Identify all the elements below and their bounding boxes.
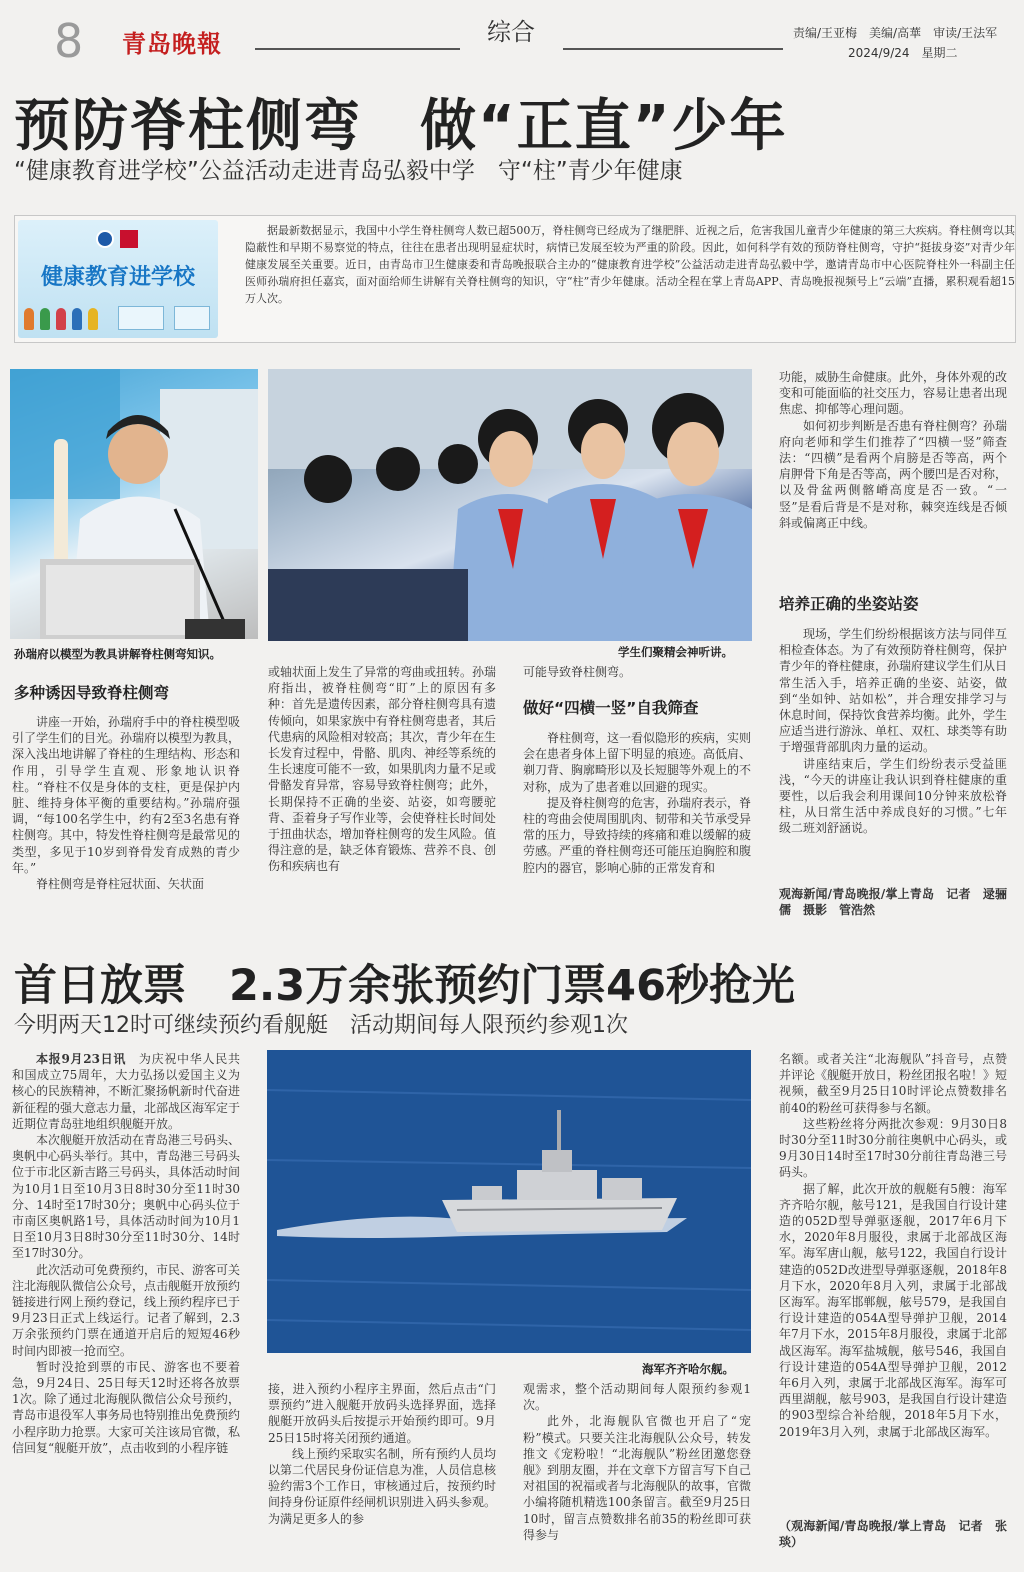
header-rule-right [563, 48, 783, 50]
article1-column-3 [523, 730, 751, 920]
paragraph: 本次舰艇开放活动在青岛港三号码头、奥帆中心码头举行。其中，青岛港三号码头位于市北区新吉路三号码头，具体活动时间为10月1日至10月3日8时30分至11时30分、14时至17时30分；奥帆中心码头位于市南区奥帆路1号，具体活动时间为10月1日至10月3日8时30分至11时30分、14时至17时30分。 [12, 1133, 240, 1261]
badge-icon [120, 230, 138, 248]
paragraph: 暂时没抢到票的市民、游客也不要着急，9月24日、25日每天12时还将各放票1次。除了通过北海舰队微信公众号预约，青岛市退役军人事务局也特别推出免费预约小程序助力抢票。大家可关注该局官微，私信回复“舰艇开放”，点击收到的小程序链 [12, 1359, 240, 1455]
photo-students-illustration [268, 369, 752, 641]
paragraph: 线上预约采取实名制，所有预约人员均以第二代居民身份证信息为准，人员信息核验约需3个工作日，审核通过后，按预约时间持身份证原件经闸机识别进入码头参观。为满足更多人的参 [268, 1446, 496, 1526]
paragraph: 讲座一开始，孙瑞府手中的脊柱模型吸引了学生们的目光。孙瑞府以模型为教具，深入浅出地讲解了脊柱的生理结构、形态和作用，引导学生直观、形象地认识脊柱。“脊柱不仅是身体的支柱，更是保护内脏、维持身体平衡的重要结构。”孙瑞府强调，“每100名学生中，约有2至3名患有脊柱侧弯。其中，特发性脊柱侧弯是最常见的类型，多见于10岁到脊骨发育成熟的青少年。” [12, 715, 240, 875]
intro-text: 据最新数据显示，我国中小学生脊柱侧弯人数已超500万，脊柱侧弯已经成为了继肥胖、近视之后，危害我国儿童青少年健康的第三大疾病。脊柱侧弯以其隐蔽性和早期不易察觉的特点，往往在患者出现明显症状时，病情已发展至较为严重的阶段。因此，如何科学有效的预防脊柱侧弯，守护“挺拔身姿”对青少年健康发展至关重要。近日，由青岛市卫生健康委和青岛晚报联合主办的“健康教育进学校”公益活动走进青岛弘毅中学，邀请青岛市中心医院脊柱外一科副主任医师孙瑞府担任嘉宾，面对面给师生讲解有关脊柱侧弯的知识，守“柱”青少年健康。活动全程在掌上青岛APP、青岛晚报视频号上“云端”直播，累积观看超15万人次。 [245, 224, 1015, 305]
photo-students-listening [268, 369, 752, 641]
photo-caption-ship: 海军齐齐哈尔舰。 [642, 1362, 734, 1376]
photo-destroyer-qiqihar [267, 1050, 751, 1353]
article1-column-4b [779, 626, 1007, 886]
page-number: 8 [54, 14, 84, 68]
sponsor-mark [118, 306, 164, 330]
paragraph: 功能，威胁生命健康。此外，身体外观的改变和可能面临的社交压力，容易让患者出现焦虑、抑郁等心理问题。 [779, 370, 1007, 417]
child-figure-icon [88, 308, 98, 330]
article1-column-3-continued [523, 664, 751, 684]
paragraph: 名额。或者关注“北海舰队”抖音号，点赞并评论《舰艇开放日，粉丝团报名啦！》短视频，截至9月25日10时评论点赞数排名前40的粉丝可获得参与名额。 [779, 1052, 1007, 1115]
paragraph: 提及脊柱侧弯的危害，孙瑞府表示，脊柱的弯曲会使周围肌肉、韧带和关节承受异常的压力，导致持续的疼痛和难以缓解的疲劳感。严重的脊柱侧弯还可能压迫胸腔和腹腔内的器官，影响心肺的正常发育和 [523, 795, 751, 875]
child-figure-icon [72, 308, 82, 330]
photo-lecturer-illustration [10, 369, 258, 639]
article2-subheadline: 今明两天12时可继续预约看舰艇 活动期间每人限预约参观1次 [14, 1013, 628, 1038]
article2-column-3 [523, 1381, 751, 1561]
paragraph: 如何初步判断是否患有脊柱侧弯？孙瑞府向老师和学生们推荐了“四横一竖”筛查法：“四横”是看两个肩膀是否等高，两个肩胛骨下角是否等高，两个腰凹是否对称，以及骨盆两侧髂嵴高度是否一致。“一竖”是看后背是不是对称，棘突连线是否倾斜或偏离正中线。 [779, 418, 1007, 530]
section-label: 综合 [487, 18, 535, 46]
article1-byline: 观海新闻/青岛晚报/掌上青岛 记者 逯骊儒 摄影 管浩然 [779, 887, 1007, 918]
paragraph: 讲座结束后，学生们纷纷表示受益匪浅，“今天的讲座让我认识到脊柱健康的重要性，以后我会利用课间10分钟来放松脊柱，从日常生活中养成良好的习惯。”七年级二班刘舒涵说。 [779, 756, 1007, 836]
masthead-logo: 青岛晚報 [122, 29, 222, 58]
paragraph: 此外，北海舰队官微也开启了“宠粉”模式。只要关注北海舰队公众号，转发推文《宠粉啦！“北海舰队”粉丝团邀您登舰》到朋友圈，并在文章下方留言写下自己对祖国的祝福或者与北海舰队的故事，官微小编将随机精选100条留言。截至9月25日10时，留言点赞数排名前35的粉丝即可获得参与 [523, 1414, 751, 1542]
child-figure-icon [40, 308, 50, 330]
campaign-logo-title: 健康教育进学校 [40, 265, 195, 290]
emblem-icon [96, 230, 114, 248]
paragraph: 此次活动可免费预约，市民、游客可关注北海舰队微信公众号，点击舰艇开放预约链接进行网上预约登记，线上预约程序已于9月23日正式上线运行。记者了解到，2.3万余张预约门票在通道开启后的短短46秒时间内即被一抢而空。 [12, 1262, 240, 1358]
photo-caption-lecturer: 孙瑞府以模型为教具讲解脊柱侧弯知识。 [14, 647, 221, 661]
article2-column-1 [12, 1051, 240, 1561]
article1-subheadline: “健康教育进学校”公益活动走进青岛弘毅中学 守“柱”青少年健康 [14, 158, 683, 184]
header-rule-left [255, 48, 460, 50]
issue-date: 2024/9/24 星期二 [848, 46, 958, 60]
campaign-logo-panel [18, 220, 218, 338]
section-heading: 多种诱因导致脊柱侧弯 [14, 684, 170, 702]
sponsor-mark [174, 306, 210, 330]
photo-caption-students: 学生们聚精会神听讲。 [618, 645, 733, 659]
article1-column-4 [779, 369, 1007, 577]
paragraph: 现场，学生们纷纷根据该方法与同伴互相检查体态。为了有效预防脊柱侧弯，保护青少年的脊柱健康，孙瑞府建议学生们从日常生活入手，培养正确的坐姿、站姿，做到“坐如钟、站如松”，并合理安排学习与休息时间，保持饮食营养均衡。此外，学生应适当进行游泳、单杠、双杠、球类等有助于增强背部肌肉力量的运动。 [779, 627, 1007, 755]
photo-lecturer-with-spine-model [10, 369, 258, 639]
article2-headline: 首日放票 2.3万余张预约门票46秒抢光 [14, 961, 796, 1011]
article1-headline: 预防脊柱侧弯 做“正直”少年 [14, 94, 788, 159]
article2-column-4 [779, 1051, 1007, 1515]
paragraph: 观需求，整个活动期间每人限预约参观1次。 [523, 1382, 751, 1413]
paragraph: 这些粉丝将分两批次参观：9月30日8时30分至11时30分前往奥帆中心码头，或9月30日14时至17时30分前往青岛港三号码头。 [779, 1116, 1007, 1180]
section-heading: 培养正确的坐姿站姿 [779, 595, 919, 613]
article2-column-2 [268, 1381, 496, 1561]
editor-credits: 责编/王亚梅 美编/高華 审读/王法军 [793, 26, 998, 40]
paragraph: 据了解，此次开放的舰艇有5艘：海军齐齐哈尔舰，舷号121，是我国自行设计建造的052D型导弹驱逐舰，2017年6月下水，2020年8月服役，隶属于北部战区海军。海军唐山舰，舷号122，我国自行设计建造的052D改进型导弹驱逐舰，2018年8月下水，2020年8月入列，隶属于北部战区海军。海军邯郸舰，舷号579，是我国自行设计建造的054A型导弹护卫舰，2014年7月下水，2015年8月服役，隶属于北部战区海军。海军盐城舰，舷号546，我国自行设计建造的054A型导弹护卫舰，2012年6月入列，隶属于北部战区海军。海军可西里湖舰，舷号903，是我国自行设计建造的903型综合补给舰，2018年5月下水，2019年3月入列，隶属于北部战区海军。 [779, 1181, 1007, 1439]
paragraph: 脊柱侧弯，这一看似隐形的疾病，实则会在患者身体上留下明显的痕迹。高低肩、剃刀背、胸廓畸形以及长短腿等外观上的不对称，成为了患者难以回避的现实。 [523, 731, 751, 794]
child-figure-icon [24, 308, 34, 330]
paragraph: 为庆祝中华人民共和国成立75周年，大力弘扬以爱国主义为核心的民族精神，不断汇聚扬帆新时代奋进新征程的强大意志力量，北部战区海军定于近期位青岛驻地组织舰艇开放。 [12, 1052, 240, 1131]
section-heading: 做好“四横一竖”自我筛查 [523, 699, 699, 717]
article1-column-2 [268, 664, 496, 920]
paragraph: 可能导致脊柱侧弯。 [523, 665, 632, 679]
photo-ship-illustration [267, 1050, 751, 1353]
dateline-tag: 本报9月23日讯 [36, 1052, 127, 1066]
article2-byline: （观海新闻/青岛晚报/掌上青岛 记者 张琰） [779, 1519, 1007, 1550]
child-figure-icon [56, 308, 66, 330]
paragraph: 接，进入预约小程序主界面，然后点击“门票预约”进入舰艇开放码头选择界面，选择舰艇开放码头后按提示开始预约即可。9月25日15时将关闭预约通道。 [268, 1382, 496, 1445]
paragraph: 或轴状面上发生了异常的弯曲或扭转。孙瑞府指出，被脊柱侧弯“盯”上的原因有多种：首先是遗传因素，部分脊柱侧弯具有遗传倾向，如果家族中有脊柱侧弯患者，其后代患病的风险相对较高；其次，青少年在生长发育过程中，骨骼、肌肉、神经等系统的生长速度可能不一致，如果肌肉力量不足或骨骼发育异常，容易导致脊柱侧弯；此外，长期保持不正确的坐姿、站姿，如弯腰驼背、歪着身子写作业等，会使脊柱长时间处于扭曲状态，增加脊柱侧弯的发生风险。值得注意的是，缺乏体育锻炼、营养不良、创伤和疾病也有 [268, 665, 496, 874]
article1-column-1 [12, 714, 240, 920]
paragraph: 脊柱侧弯是脊柱冠状面、矢状面 [36, 877, 205, 892]
